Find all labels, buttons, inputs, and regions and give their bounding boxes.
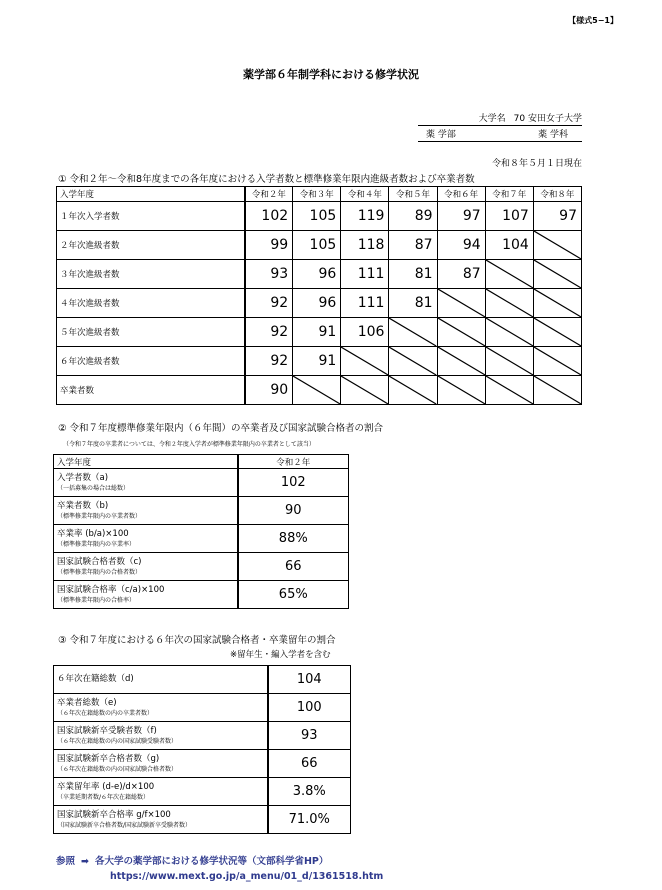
table-row — [54, 525, 349, 553]
table-row — [57, 376, 582, 405]
diagonal-strike — [389, 318, 436, 346]
blank-cell — [389, 347, 437, 376]
count-cell: 91 — [293, 318, 341, 347]
table-row — [57, 347, 582, 376]
year-header: 令和３年 — [293, 187, 341, 202]
diagonal-strike — [534, 289, 581, 317]
blank-cell — [533, 231, 581, 260]
table-row — [54, 666, 351, 694]
row-label: 卒業留年率 (d-e)/d×100 — [57, 781, 155, 792]
value-cell: 66 — [268, 750, 351, 778]
row-label: 国家試験合格率（c/a)×100 — [57, 584, 165, 595]
row-label: 卒業者数（b) — [57, 500, 109, 511]
blank-cell — [533, 260, 581, 289]
blank-cell — [437, 376, 485, 405]
table-row — [54, 553, 349, 581]
count-cell: 93 — [245, 260, 293, 289]
table-row — [54, 581, 349, 609]
count-cell: 89 — [389, 202, 437, 231]
diagonal-strike — [486, 347, 533, 375]
row-label: 国家試験合格者数（c) — [57, 556, 142, 567]
table-row — [57, 202, 582, 231]
diagonal-strike — [438, 289, 485, 317]
table-row — [57, 260, 582, 289]
blank-cell — [437, 318, 485, 347]
reference-url-link[interactable]: https://www.mext.go.jp/a_menu/01_d/1361518.htm — [110, 871, 384, 882]
reference-label: 参照 — [56, 856, 76, 867]
diagonal-line — [534, 318, 581, 346]
diagonal-strike — [341, 376, 388, 404]
value-cell: 66 — [238, 553, 349, 581]
row-label-cell — [54, 722, 268, 750]
row-sublabel: （国家試験新卒合格者数/国家試験新卒受験者数） — [57, 821, 192, 829]
year-header: 令和６年 — [437, 187, 485, 202]
table-row — [54, 469, 349, 497]
diagonal-line — [534, 347, 581, 375]
count-cell: 107 — [485, 202, 533, 231]
diagonal-line — [486, 289, 533, 317]
diagonal-line — [486, 260, 533, 288]
university-name-row — [418, 108, 582, 126]
document-title: 薬学部６年制学科における修学状況 — [243, 68, 419, 81]
table-row — [54, 806, 351, 834]
table-row — [57, 231, 582, 260]
table-row — [54, 778, 351, 806]
count-cell: 102 — [245, 202, 293, 231]
as-of-date: 令和８年５月１日現在 — [491, 159, 582, 169]
blank-cell — [533, 289, 581, 318]
section2-note: （令和７年度の卒業者については、令和２年度入学者が標準修業年限内の卒業者として該当） — [63, 441, 315, 448]
row-sublabel: （標準修業年限内の卒業率） — [57, 540, 136, 548]
table-row — [54, 497, 349, 525]
count-cell: 91 — [293, 347, 341, 376]
value-cell: 90 — [238, 497, 349, 525]
blank-cell — [533, 347, 581, 376]
count-cell: 111 — [341, 289, 389, 318]
count-cell: 105 — [293, 231, 341, 260]
diagonal-strike — [534, 318, 581, 346]
year-header: 令和７年 — [485, 187, 533, 202]
reference-text: 各大学の薬学部における修学状況等（文部科学省HP） — [94, 856, 329, 867]
row-sublabel: （一括募集の場合は総数） — [57, 484, 130, 492]
row-label: ６年次進級者数 — [57, 347, 245, 376]
diagonal-strike — [486, 260, 533, 288]
row-sublabel: （卒業延期者数/６年次在籍総数） — [57, 793, 150, 801]
row-label-cell — [54, 553, 238, 581]
faculty-name: 薬 学部 — [426, 130, 456, 140]
diagonal-strike — [534, 260, 581, 288]
year-header: 令和５年 — [389, 187, 437, 202]
row-label: ２年次進級者数 — [57, 231, 245, 260]
diagonal-line — [389, 347, 436, 375]
diagonal-strike — [293, 376, 340, 404]
count-cell: 96 — [293, 260, 341, 289]
blank-cell — [437, 347, 485, 376]
corner-label: 入学年度 — [57, 187, 245, 202]
diagonal-line — [486, 347, 533, 375]
row-label: ５年次進級者数 — [57, 318, 245, 347]
blank-cell — [533, 318, 581, 347]
count-cell: 81 — [389, 289, 437, 318]
count-cell: 106 — [341, 318, 389, 347]
row-sublabel: （標準修業年限内の合格率） — [57, 596, 136, 604]
row-label: 国家試験新卒合格率 g/f×100 — [57, 809, 171, 820]
value-cell: 104 — [268, 666, 351, 694]
section1-heading: ① 令和２年〜令和8年度までの各年度における入学者数と標準修業年限内進級者数および卒業者数 — [58, 174, 475, 185]
count-cell: 97 — [533, 202, 581, 231]
diagonal-line — [389, 376, 436, 404]
diagonal-line — [438, 376, 485, 404]
graduation-header-row — [54, 455, 349, 469]
diagonal-strike — [534, 347, 581, 375]
table-row — [57, 289, 582, 318]
blank-cell — [293, 376, 341, 405]
row-label: 国家試験新卒合格者数（g) — [57, 753, 160, 764]
table-row — [54, 750, 351, 778]
row-sublabel: （標準修業年限内の合格者数） — [57, 568, 142, 576]
count-cell: 118 — [341, 231, 389, 260]
diagonal-line — [534, 231, 581, 259]
section2-heading: ② 令和７年度標準修業年限内（６年間）の卒業者及び国家試験合格者の割合 — [58, 423, 384, 434]
value-cell: 100 — [268, 694, 351, 722]
value-cell: 93 — [268, 722, 351, 750]
count-cell: 90 — [245, 376, 293, 405]
diagonal-strike — [486, 318, 533, 346]
blank-cell — [341, 376, 389, 405]
diagonal-line — [534, 260, 581, 288]
diagonal-strike — [534, 376, 581, 404]
blank-cell — [485, 376, 533, 405]
count-cell: 94 — [437, 231, 485, 260]
row-label: １年次入学者数 — [57, 202, 245, 231]
row-label: 卒業者数 — [57, 376, 245, 405]
diagonal-strike — [438, 376, 485, 404]
row-sublabel: （標準修業年限内の卒業者数） — [57, 512, 142, 520]
row-label-cell — [54, 497, 238, 525]
graduation-table — [53, 454, 349, 609]
row-sublabel: （６年次在籍総数の内の国家試験合格者数） — [57, 765, 178, 773]
count-cell: 92 — [245, 318, 293, 347]
count-cell: 92 — [245, 347, 293, 376]
section3-heading: ③ 令和７年度における６年次の国家試験合格者・卒業留年の割合 — [58, 635, 336, 646]
diagonal-strike — [486, 376, 533, 404]
row-sublabel: （６年次在籍総数の内の国家試験受験者数） — [57, 737, 178, 745]
count-cell: 87 — [389, 231, 437, 260]
count-cell: 97 — [437, 202, 485, 231]
arrow-right-icon: ➡ — [81, 856, 89, 867]
year-header: 令和２年 — [238, 455, 349, 469]
value-cell: 65% — [238, 581, 349, 609]
table-row — [54, 694, 351, 722]
row-label-cell — [54, 694, 268, 722]
diagonal-strike — [534, 231, 581, 259]
enrollment-table — [56, 186, 582, 405]
count-cell: 87 — [437, 260, 485, 289]
blank-cell — [437, 289, 485, 318]
row-label: 卒業者総数（e) — [57, 697, 117, 708]
blank-cell — [341, 347, 389, 376]
row-label: 入学者数（a) — [57, 472, 109, 483]
blank-cell — [389, 318, 437, 347]
row-label: ３年次進級者数 — [57, 260, 245, 289]
diagonal-line — [438, 347, 485, 375]
count-cell: 111 — [341, 260, 389, 289]
row-label-cell — [54, 750, 268, 778]
value-cell: 71.0% — [268, 806, 351, 834]
reference-line — [56, 853, 328, 867]
table-row — [57, 318, 582, 347]
department-name: 薬 学科 — [538, 130, 568, 140]
value-cell: 88% — [238, 525, 349, 553]
blank-cell — [485, 318, 533, 347]
count-cell: 104 — [485, 231, 533, 260]
blank-cell — [533, 376, 581, 405]
table-row — [54, 722, 351, 750]
row-label-cell — [54, 778, 268, 806]
corner-label: 入学年度 — [54, 455, 238, 469]
diagonal-strike — [486, 289, 533, 317]
university-name: 70 安田女子大学 — [513, 114, 582, 124]
diagonal-strike — [438, 347, 485, 375]
diagonal-strike — [341, 347, 388, 375]
blank-cell — [485, 347, 533, 376]
university-info — [418, 108, 582, 142]
diagonal-line — [389, 318, 436, 346]
year-header: 令和２年 — [245, 187, 293, 202]
diagonal-strike — [389, 376, 436, 404]
year-header: 令和８年 — [533, 187, 581, 202]
diagonal-strike — [389, 347, 436, 375]
count-cell: 92 — [245, 289, 293, 318]
row-label-cell — [54, 581, 238, 609]
diagonal-line — [438, 289, 485, 317]
form-number: 【様式5−1】 — [568, 16, 618, 25]
diagonal-line — [486, 376, 533, 404]
faculty-row — [418, 126, 582, 142]
section3-note: ※留年生・編入学者を含む — [230, 650, 331, 660]
year-header: 令和４年 — [341, 187, 389, 202]
diagonal-line — [486, 318, 533, 346]
row-label: ６年次在籍総数（d) — [57, 674, 134, 685]
row-label-cell — [54, 666, 268, 694]
diagonal-strike — [438, 318, 485, 346]
blank-cell — [389, 376, 437, 405]
diagonal-line — [534, 376, 581, 404]
diagonal-line — [438, 318, 485, 346]
count-cell: 105 — [293, 202, 341, 231]
value-cell: 102 — [238, 469, 349, 497]
row-label: 卒業率 (b/a)×100 — [57, 528, 129, 539]
value-cell: 3.8% — [268, 778, 351, 806]
row-label-cell — [54, 469, 238, 497]
row-label-cell — [54, 806, 268, 834]
count-cell: 96 — [293, 289, 341, 318]
row-label: 国家試験新卒受験者数（f) — [57, 725, 157, 736]
count-cell: 119 — [341, 202, 389, 231]
diagonal-line — [341, 376, 388, 404]
row-label: ４年次進級者数 — [57, 289, 245, 318]
row-label-cell — [54, 525, 238, 553]
university-label: 大学名 — [478, 114, 506, 124]
diagonal-line — [534, 289, 581, 317]
count-cell: 81 — [389, 260, 437, 289]
diagonal-line — [293, 376, 340, 404]
blank-cell — [485, 289, 533, 318]
count-cell: 99 — [245, 231, 293, 260]
sixth-year-table — [53, 665, 351, 834]
enrollment-header-row — [57, 187, 582, 202]
diagonal-line — [341, 347, 388, 375]
row-sublabel: （６年次在籍総数の内の卒業者数） — [57, 709, 154, 717]
blank-cell — [485, 260, 533, 289]
